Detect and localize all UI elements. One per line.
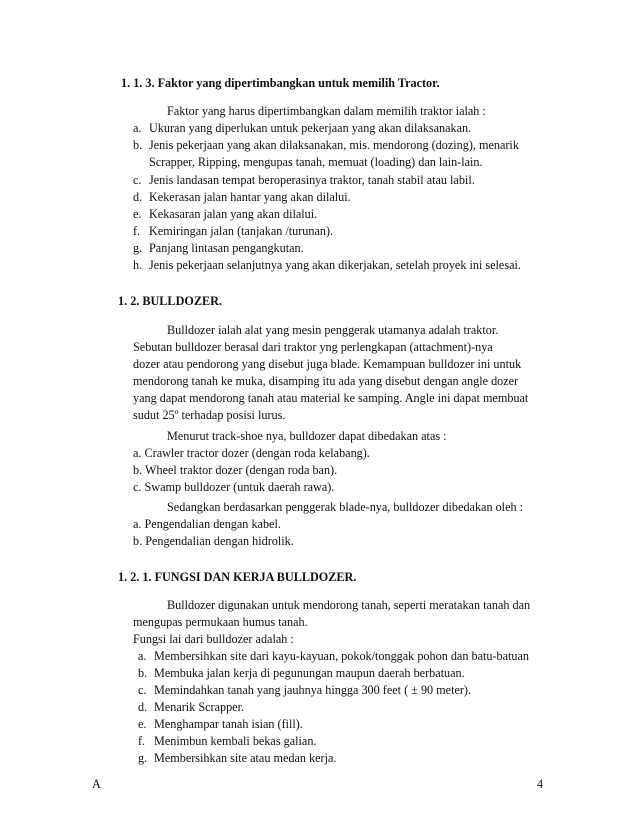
list-item [133,190,351,204]
list-item [133,258,521,272]
paragraph-line: sudut 25º terhadap posisi lurus. [133,408,286,422]
list-label: c. [133,173,142,187]
list-text: Jenis landasan tempat beroperasinya traktor, tanah stabil atau labil. [149,173,475,187]
list-text: Ukuran yang diperlukan untuk pekerjaan yang akan dilaksanakan. [149,121,472,135]
list-label: g. [138,751,148,765]
list-item [138,683,471,697]
list-label: f. [138,734,146,748]
list-text: Scrapper, Ripping, mengupas tanah, memuat (loading) dan lain-lain. [149,155,483,169]
list-item [138,751,336,765]
list-text: Kekasaran jalan yang akan dilalui. [149,207,318,221]
list-text: Memindahkan tanah yang jauhnya hingga 300 feet ( ± 90 meter). [154,683,472,697]
paragraph-line: dozer atau pendorong yang disebut juga blade. Kemampuan bulldozer ini untuk [133,357,522,371]
list-item [138,717,303,731]
list-label: c. [138,683,147,697]
list-text: Menimbun kembali bekas galian. [154,734,317,748]
list-label: b. [138,666,148,680]
list-text: Menarik Scrapper. [154,700,245,714]
list-item [138,700,244,714]
list-item [133,138,519,152]
footer-left: A [92,777,101,791]
list-text: Menghampar tanah isian (fill). [154,717,303,731]
page-number: 4 [537,777,544,791]
paragraph-line: Bulldozer ialah alat yang mesin penggerak utamanya adalah traktor. [167,323,499,337]
list-item: c. Swamp bulldozer (untuk daerah rawa). [133,480,335,494]
paragraph-line: mendorong tanah ke muka, disamping itu ada yang disebut dengan angle dozer [133,374,519,388]
list-item [138,734,316,748]
list-label: a. [133,121,142,135]
paragraph-line: Sebutan bulldozer berasal dari traktor yng perlengkapan (attachment)-nya [133,340,493,354]
list-label: g. [133,241,143,255]
paragraph-line: mengupas permukaan humus tanah. [133,615,308,629]
section-heading-1-1-3: 1. 1. 3. Faktor yang dipertimbangkan untuk memilih Tractor. [121,76,440,90]
list-text: Kemiringan jalan (tanjakan /turunan). [149,224,334,238]
paragraph-line: Menurut track-shoe nya, bulldozer dapat dibedakan atas : [167,429,447,443]
paragraph-line: yang dapat mendorong tanah atau material ke samping. Angle ini dapat membuat [133,391,529,405]
list-text: Jenis pekerjaan yang akan dilaksanakan, mis. mendorong (dozing), menarik [149,138,519,152]
list-label: d. [138,700,148,714]
list-text: Membersihkan site dari kayu-kayuan, pokok/tonggak pohon dan batu-batuan [154,649,530,663]
list-item [133,224,333,238]
list-item: b. Pengendalian dengan hidrolik. [133,534,294,548]
list-label: e. [138,717,147,731]
section-intro: Faktor yang harus dipertimbangkan dalam memilih traktor ialah : [167,104,486,118]
list-label: a. [138,649,147,663]
section-heading-1-2-1: 1. 2. 1. FUNGSI DAN KERJA BULLDOZER. [118,570,357,584]
list-label: h. [133,258,143,272]
list-item [133,241,304,255]
list-item: a. Pengendalian dengan kabel. [133,517,281,531]
list-item [133,121,471,135]
list-label: e. [133,207,142,221]
list-label: b. [133,138,143,152]
list-item [133,173,475,187]
list-item [133,207,317,221]
paragraph-line: Fungsi lai dari bulldozer adalah : [133,632,294,646]
list-item: b. Wheel traktor dozer (dengan roda ban). [133,463,338,477]
list-text: Jenis pekerjaan selanjutnya yang akan dikerjakan, setelah proyek ini selesai. [149,258,521,272]
list-label: f. [133,224,141,238]
list-item [138,649,529,663]
list-label: d. [133,190,143,204]
list-text: Kekerasan jalan hantar yang akan dilalui. [149,190,351,204]
paragraph-line: Bulldozer digunakan untuk mendorong tanah, seperti meratakan tanah dan [167,598,531,612]
list-text: Membuka jalan kerja di pegunungan maupun daerah berbatuan. [154,666,465,680]
paragraph-line: Sedangkan berdasarkan penggerak blade-nya, bulldozer dibedakan oleh : [167,500,524,514]
list-text: Panjang lintasan pengangkutan. [149,241,304,255]
list-item: a. Crawler tractor dozer (dengan roda kelabang). [133,446,370,460]
list-item [133,155,483,169]
section-heading-1-2: 1. 2. BULLDOZER. [118,294,222,308]
list-text: Membersihkan site atau medan kerja. [154,751,337,765]
list-item [138,666,465,680]
